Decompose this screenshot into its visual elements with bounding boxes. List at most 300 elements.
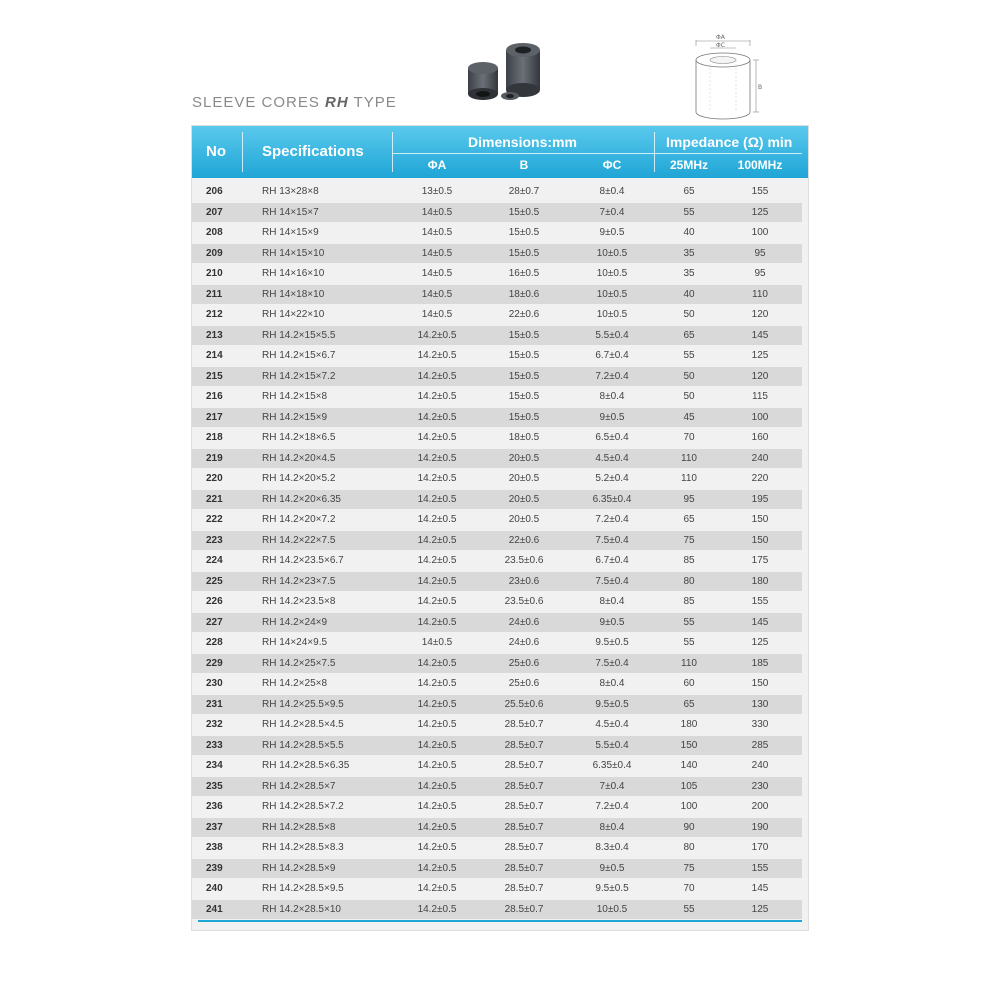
cell-imp-25mhz: 140 xyxy=(680,760,698,771)
divider xyxy=(392,153,802,154)
cell-dia-a: 14.2±0.5 xyxy=(417,432,457,443)
cell-length-b: 16±0.5 xyxy=(508,268,540,279)
header-dimensions: Dimensions:mm xyxy=(468,134,577,150)
cell-dia-a: 14.2±0.5 xyxy=(417,493,457,505)
cell-dia-c: 9.5±0.5 xyxy=(595,698,629,710)
cell-spec: RH 14.2×25×8 xyxy=(262,678,328,689)
cell-dia-a: 14.2±0.5 xyxy=(417,760,457,771)
cell-imp-100mhz: 190 xyxy=(751,821,769,833)
cell-imp-100mhz: 195 xyxy=(751,493,769,505)
drawing-label-c: ΦC xyxy=(716,42,725,49)
cell-imp-100mhz: 330 xyxy=(751,719,769,730)
cell-imp-100mhz: 155 xyxy=(751,186,769,197)
cell-length-b: 28.5±0.7 xyxy=(504,780,544,792)
cell-imp-100mhz: 125 xyxy=(751,206,769,218)
cell-no: 222 xyxy=(206,514,223,525)
cell-spec: RH 13×28×8 xyxy=(262,186,319,197)
cell-dia-c: 10±0.5 xyxy=(596,288,628,300)
cell-no: 232 xyxy=(206,719,223,730)
cell-no: 238 xyxy=(206,842,223,853)
cell-no: 223 xyxy=(206,534,223,546)
cell-dia-c: 4.5±0.4 xyxy=(595,719,629,730)
table-row xyxy=(192,654,808,675)
cell-no: 213 xyxy=(206,329,223,341)
cell-imp-100mhz: 125 xyxy=(751,350,769,361)
cell-no: 227 xyxy=(206,616,223,628)
cell-spec: RH 14.2×28.5×5.5 xyxy=(262,739,344,751)
header-col-a: ΦA xyxy=(427,158,447,172)
cell-dia-a: 14.2±0.5 xyxy=(417,739,457,751)
cell-dia-c: 6.35±0.4 xyxy=(592,760,632,771)
cell-dia-a: 14.2±0.5 xyxy=(417,801,457,812)
table-row xyxy=(192,879,808,900)
cell-imp-25mhz: 75 xyxy=(683,862,695,874)
cell-dia-a: 14.2±0.5 xyxy=(417,555,457,566)
cell-no: 231 xyxy=(206,698,223,710)
cell-imp-100mhz: 110 xyxy=(752,288,768,300)
table-row xyxy=(192,305,808,326)
table-row xyxy=(192,510,808,531)
table-row xyxy=(192,715,808,736)
cell-length-b: 28.5±0.7 xyxy=(504,883,544,894)
cell-length-b: 28.5±0.7 xyxy=(504,719,544,730)
cell-imp-100mhz: 155 xyxy=(751,862,769,874)
cell-dia-c: 7.5±0.4 xyxy=(595,575,629,587)
cell-imp-25mhz: 180 xyxy=(680,719,698,730)
cell-length-b: 22±0.6 xyxy=(508,534,540,546)
cell-dia-c: 5.5±0.4 xyxy=(595,739,629,751)
cell-dia-c: 7±0.4 xyxy=(599,780,625,792)
cell-imp-25mhz: 80 xyxy=(683,842,695,853)
table-row xyxy=(192,900,808,921)
table-row xyxy=(192,346,808,367)
divider xyxy=(242,132,243,172)
table-row xyxy=(192,572,808,593)
table-row xyxy=(192,203,808,224)
table-row xyxy=(192,469,808,490)
cell-imp-25mhz: 60 xyxy=(683,678,695,689)
cell-no: 209 xyxy=(206,247,223,259)
cell-no: 224 xyxy=(206,555,223,566)
cell-no: 221 xyxy=(206,493,223,505)
cell-length-b: 23±0.6 xyxy=(508,575,540,587)
cell-imp-100mhz: 150 xyxy=(751,678,769,689)
cell-dia-a: 14.2±0.5 xyxy=(417,452,457,464)
cell-no: 211 xyxy=(206,288,223,300)
cell-spec: RH 14.2×28.5×8.3 xyxy=(262,842,344,853)
cell-dia-c: 8±0.4 xyxy=(599,596,625,607)
cell-dia-a: 14.2±0.5 xyxy=(417,514,457,525)
table-row xyxy=(192,797,808,818)
cell-dia-c: 7.5±0.4 xyxy=(595,657,629,669)
cell-imp-25mhz: 65 xyxy=(683,698,695,710)
cell-imp-100mhz: 130 xyxy=(751,698,769,710)
cell-no: 206 xyxy=(206,186,223,197)
cell-dia-c: 9±0.5 xyxy=(599,616,625,628)
cell-length-b: 28.5±0.7 xyxy=(504,739,544,751)
cell-imp-25mhz: 55 xyxy=(683,637,695,648)
table-row xyxy=(192,244,808,265)
cell-dia-c: 10±0.5 xyxy=(596,309,628,320)
cell-imp-100mhz: 155 xyxy=(751,596,769,607)
cell-length-b: 15±0.5 xyxy=(508,411,540,423)
cell-dia-a: 14±0.5 xyxy=(421,637,453,648)
cell-dia-a: 14.2±0.5 xyxy=(417,903,457,915)
cell-imp-25mhz: 80 xyxy=(683,575,695,587)
cell-dia-c: 9±0.5 xyxy=(599,227,625,238)
cell-spec: RH 14.2×25×7.5 xyxy=(262,657,336,669)
cell-dia-c: 8±0.4 xyxy=(599,678,625,689)
cell-length-b: 25.5±0.6 xyxy=(504,698,544,710)
cell-dia-c: 7.2±0.4 xyxy=(595,801,629,812)
cell-imp-25mhz: 70 xyxy=(683,883,695,894)
cell-no: 207 xyxy=(206,206,223,218)
cell-no: 237 xyxy=(206,821,223,833)
cell-length-b: 15±0.5 xyxy=(508,247,540,259)
cell-length-b: 15±0.5 xyxy=(508,329,540,341)
header-col-25mhz: 25MHz xyxy=(669,158,708,172)
table-row xyxy=(192,326,808,347)
cell-spec: RH 14.2×18×6.5 xyxy=(262,432,336,443)
cell-length-b: 23.5±0.6 xyxy=(504,555,544,566)
cell-imp-25mhz: 85 xyxy=(683,555,695,566)
cell-imp-100mhz: 115 xyxy=(752,391,768,402)
title-model: RH xyxy=(325,94,349,111)
cell-imp-100mhz: 125 xyxy=(751,903,769,915)
table-row xyxy=(192,756,808,777)
cell-length-b: 24±0.6 xyxy=(508,637,540,648)
cell-length-b: 15±0.5 xyxy=(508,227,540,238)
table-row xyxy=(192,838,808,859)
cell-dia-a: 14.2±0.5 xyxy=(417,616,457,628)
table-bottom-rule xyxy=(198,920,802,922)
cell-imp-100mhz: 220 xyxy=(751,473,769,484)
table-row xyxy=(192,695,808,716)
cell-imp-25mhz: 50 xyxy=(683,309,695,320)
cell-spec: RH 14.2×28.5×4.5 xyxy=(262,719,344,730)
cell-length-b: 25±0.6 xyxy=(508,678,540,689)
cell-spec: RH 14×22×10 xyxy=(262,309,325,320)
cell-imp-25mhz: 90 xyxy=(683,821,695,833)
cell-length-b: 23.5±0.6 xyxy=(504,596,544,607)
cell-spec: RH 14.2×28.5×6.35 xyxy=(262,760,350,771)
cell-spec: RH 14.2×15×7.2 xyxy=(262,370,336,382)
cell-dia-a: 14.2±0.5 xyxy=(417,473,457,484)
cell-imp-25mhz: 45 xyxy=(683,411,695,423)
table-row xyxy=(192,285,808,306)
cell-length-b: 28.5±0.7 xyxy=(504,903,544,915)
cell-imp-100mhz: 95 xyxy=(754,268,766,279)
cell-length-b: 20±0.5 xyxy=(508,452,540,464)
cell-spec: RH 14.2×28.5×8 xyxy=(262,821,336,833)
cell-imp-25mhz: 110 xyxy=(681,473,697,484)
cell-spec: RH 14.2×20×7.2 xyxy=(262,514,336,525)
cell-dia-a: 14.2±0.5 xyxy=(417,350,457,361)
cell-dia-c: 10±0.5 xyxy=(596,247,628,259)
cell-spec: RH 14×15×7 xyxy=(262,206,319,218)
cell-dia-c: 7.2±0.4 xyxy=(595,514,629,525)
cell-dia-c: 6.7±0.4 xyxy=(595,555,629,566)
cell-dia-a: 14.2±0.5 xyxy=(417,883,457,894)
cell-length-b: 15±0.5 xyxy=(508,206,540,218)
cell-dia-c: 7.5±0.4 xyxy=(595,534,629,546)
cell-imp-25mhz: 100 xyxy=(680,801,698,812)
cell-dia-a: 14.2±0.5 xyxy=(417,411,457,423)
cell-length-b: 15±0.5 xyxy=(508,350,540,361)
cell-dia-a: 14.2±0.5 xyxy=(417,657,457,669)
cell-imp-100mhz: 170 xyxy=(751,842,769,853)
cell-dia-c: 6.5±0.4 xyxy=(595,432,629,443)
table-header xyxy=(192,126,808,178)
cell-dia-a: 14.2±0.5 xyxy=(417,391,457,402)
cell-imp-25mhz: 50 xyxy=(683,391,695,402)
cell-dia-a: 14.2±0.5 xyxy=(417,719,457,730)
cell-spec: RH 14×15×10 xyxy=(262,247,325,259)
cell-dia-a: 14.2±0.5 xyxy=(417,821,457,833)
table-row xyxy=(192,674,808,695)
cell-no: 236 xyxy=(206,801,223,812)
cell-no: 241 xyxy=(206,903,223,915)
cell-no: 214 xyxy=(206,350,223,361)
cell-imp-100mhz: 145 xyxy=(751,883,769,894)
cell-length-b: 15±0.5 xyxy=(508,370,540,382)
cell-dia-a: 14±0.5 xyxy=(421,227,453,238)
cell-dia-a: 14.2±0.5 xyxy=(417,780,457,792)
table-body xyxy=(192,182,808,920)
cell-length-b: 28.5±0.7 xyxy=(504,821,544,833)
cell-imp-100mhz: 145 xyxy=(751,329,769,341)
cell-no: 225 xyxy=(206,575,223,587)
cell-imp-25mhz: 35 xyxy=(683,247,695,259)
drawing-label-a: ΦA xyxy=(716,34,725,41)
header-specifications: Specifications xyxy=(262,143,364,160)
cell-spec: RH 14.2×20×4.5 xyxy=(262,452,336,464)
cell-no: 230 xyxy=(206,678,223,689)
cell-spec: RH 14.2×28.5×10 xyxy=(262,903,341,915)
cell-length-b: 22±0.6 xyxy=(508,309,540,320)
page-title xyxy=(192,94,397,111)
cell-dia-c: 7±0.4 xyxy=(599,206,625,218)
cell-imp-25mhz: 85 xyxy=(683,596,695,607)
cell-imp-100mhz: 150 xyxy=(751,514,769,525)
cell-dia-c: 8.3±0.4 xyxy=(595,842,629,853)
title-suffix: TYPE xyxy=(348,94,397,111)
cell-dia-a: 14.2±0.5 xyxy=(417,678,457,689)
cell-no: 234 xyxy=(206,760,223,771)
cell-imp-100mhz: 100 xyxy=(751,411,769,423)
table-row xyxy=(192,592,808,613)
cell-length-b: 28±0.7 xyxy=(508,186,540,197)
cell-no: 216 xyxy=(206,391,223,402)
cell-imp-25mhz: 55 xyxy=(683,206,695,218)
cell-imp-100mhz: 285 xyxy=(751,739,769,751)
cell-imp-100mhz: 150 xyxy=(751,534,769,546)
table-row xyxy=(192,818,808,839)
cell-no: 226 xyxy=(206,596,223,607)
cell-spec: RH 14.2×15×5.5 xyxy=(262,329,336,341)
cell-spec: RH 14.2×15×6.7 xyxy=(262,350,336,361)
cell-imp-100mhz: 120 xyxy=(751,370,769,382)
cell-no: 215 xyxy=(206,370,223,382)
header-col-100mhz: 100MHz xyxy=(737,158,783,172)
cell-no: 219 xyxy=(206,452,223,464)
cell-length-b: 24±0.6 xyxy=(508,616,540,628)
cell-dia-c: 7.2±0.4 xyxy=(595,370,629,382)
title-prefix: SLEEVE CORES xyxy=(192,94,326,111)
cell-dia-c: 10±0.5 xyxy=(596,903,628,915)
cell-imp-100mhz: 120 xyxy=(751,309,769,320)
cell-dia-a: 14±0.5 xyxy=(421,288,453,300)
cell-dia-a: 13±0.5 xyxy=(421,186,453,197)
cell-dia-c: 5.2±0.4 xyxy=(595,473,629,484)
cell-imp-25mhz: 50 xyxy=(683,370,695,382)
cell-spec: RH 14.2×25.5×9.5 xyxy=(262,698,344,710)
cell-dia-c: 9±0.5 xyxy=(599,862,625,874)
cell-length-b: 28.5±0.7 xyxy=(504,842,544,853)
cell-imp-100mhz: 230 xyxy=(751,780,769,792)
spec-table xyxy=(191,125,809,931)
cell-imp-100mhz: 185 xyxy=(751,657,769,669)
cell-dia-c: 9±0.5 xyxy=(599,411,625,423)
cell-imp-25mhz: 75 xyxy=(683,534,695,546)
cell-spec: RH 14.2×23.5×6.7 xyxy=(262,555,344,566)
cell-spec: RH 14×15×9 xyxy=(262,227,319,238)
cell-imp-100mhz: 160 xyxy=(751,432,769,443)
cell-spec: RH 14.2×23×7.5 xyxy=(262,575,336,587)
cell-no: 228 xyxy=(206,637,223,648)
header-col-b: B xyxy=(519,158,529,172)
cell-imp-25mhz: 150 xyxy=(680,739,698,751)
cell-spec: RH 14.2×24×9 xyxy=(262,616,328,628)
cell-length-b: 20±0.5 xyxy=(508,473,540,484)
cell-dia-c: 8±0.4 xyxy=(599,186,625,197)
cell-dia-a: 14.2±0.5 xyxy=(417,534,457,546)
cell-no: 233 xyxy=(206,739,223,751)
header-no: No xyxy=(206,143,226,160)
cell-spec: RH 14.2×20×6.35 xyxy=(262,493,341,505)
cell-dia-c: 9.5±0.5 xyxy=(595,883,629,894)
cell-imp-25mhz: 65 xyxy=(683,514,695,525)
cell-imp-25mhz: 70 xyxy=(683,432,695,443)
cell-imp-25mhz: 65 xyxy=(683,329,695,341)
cell-spec: RH 14×24×9.5 xyxy=(262,637,328,648)
cell-dia-a: 14.2±0.5 xyxy=(417,575,457,587)
cell-dia-a: 14.2±0.5 xyxy=(417,596,457,607)
cell-dia-a: 14±0.5 xyxy=(421,247,453,259)
table-row xyxy=(192,633,808,654)
table-row xyxy=(192,428,808,449)
cell-length-b: 18±0.6 xyxy=(508,288,540,300)
cell-no: 220 xyxy=(206,473,223,484)
cell-imp-100mhz: 145 xyxy=(751,616,769,628)
cell-no: 229 xyxy=(206,657,223,669)
cell-imp-100mhz: 180 xyxy=(751,575,769,587)
table-row xyxy=(192,736,808,757)
cell-no: 217 xyxy=(206,411,223,423)
cell-dia-a: 14.2±0.5 xyxy=(417,329,457,341)
cell-spec: RH 14×16×10 xyxy=(262,268,325,279)
cell-spec: RH 14.2×15×8 xyxy=(262,391,328,402)
cell-imp-25mhz: 110 xyxy=(681,452,697,464)
dimension-drawing xyxy=(688,30,768,128)
cell-imp-25mhz: 55 xyxy=(683,350,695,361)
cell-dia-a: 14.2±0.5 xyxy=(417,698,457,710)
table-row xyxy=(192,531,808,552)
cell-length-b: 28.5±0.7 xyxy=(504,862,544,874)
cell-spec: RH 14×18×10 xyxy=(262,288,325,300)
cell-imp-25mhz: 105 xyxy=(680,780,698,792)
cell-no: 208 xyxy=(206,227,223,238)
cell-spec: RH 14.2×28.5×9.5 xyxy=(262,883,344,894)
cell-dia-c: 8±0.4 xyxy=(599,821,625,833)
cell-no: 218 xyxy=(206,432,223,443)
cell-dia-c: 9.5±0.5 xyxy=(595,637,629,648)
cell-length-b: 28.5±0.7 xyxy=(504,760,544,771)
cell-spec: RH 14.2×15×9 xyxy=(262,411,328,423)
cell-imp-100mhz: 125 xyxy=(751,637,769,648)
cell-length-b: 28.5±0.7 xyxy=(504,801,544,812)
table-row xyxy=(192,387,808,408)
cell-dia-c: 10±0.5 xyxy=(596,268,628,279)
cell-dia-a: 14±0.5 xyxy=(421,268,453,279)
cell-spec: RH 14.2×23.5×8 xyxy=(262,596,336,607)
cell-imp-25mhz: 65 xyxy=(683,186,695,197)
table-row xyxy=(192,223,808,244)
cell-spec: RH 14.2×22×7.5 xyxy=(262,534,336,546)
header-impedance: Impedance (Ω) min xyxy=(666,134,793,150)
cell-imp-100mhz: 175 xyxy=(751,555,769,566)
cell-imp-25mhz: 35 xyxy=(683,268,695,279)
table-row xyxy=(192,777,808,798)
table-row xyxy=(192,367,808,388)
table-row xyxy=(192,551,808,572)
cell-dia-c: 8±0.4 xyxy=(599,391,625,402)
cell-dia-c: 6.35±0.4 xyxy=(592,493,632,505)
cell-length-b: 20±0.5 xyxy=(508,493,540,505)
cell-no: 239 xyxy=(206,862,223,874)
cell-no: 212 xyxy=(206,309,223,320)
cell-spec: RH 14.2×28.5×9 xyxy=(262,862,336,874)
table-row xyxy=(192,264,808,285)
cell-spec: RH 14.2×28.5×7.2 xyxy=(262,801,344,812)
cell-spec: RH 14.2×20×5.2 xyxy=(262,473,336,484)
cell-no: 210 xyxy=(206,268,223,279)
cell-imp-100mhz: 95 xyxy=(754,247,766,259)
cell-imp-100mhz: 240 xyxy=(751,760,769,771)
cell-length-b: 20±0.5 xyxy=(508,514,540,525)
drawing-label-b: B xyxy=(758,84,763,91)
cell-length-b: 18±0.5 xyxy=(508,432,540,443)
cell-no: 235 xyxy=(206,780,223,792)
cell-dia-a: 14±0.5 xyxy=(421,206,453,218)
cell-no: 240 xyxy=(206,883,223,894)
cell-dia-a: 14.2±0.5 xyxy=(417,370,457,382)
cell-imp-100mhz: 240 xyxy=(751,452,769,464)
cell-imp-25mhz: 110 xyxy=(681,657,697,669)
cell-imp-100mhz: 200 xyxy=(751,801,769,812)
cell-dia-c: 4.5±0.4 xyxy=(595,452,629,464)
header-col-c: ΦC xyxy=(602,158,622,172)
table-row xyxy=(192,490,808,511)
cell-imp-25mhz: 40 xyxy=(683,227,695,238)
cell-dia-c: 5.5±0.4 xyxy=(595,329,629,341)
cell-spec: RH 14.2×28.5×7 xyxy=(262,780,336,792)
cell-imp-25mhz: 55 xyxy=(683,616,695,628)
table-row xyxy=(192,182,808,203)
cell-length-b: 15±0.5 xyxy=(508,391,540,402)
cell-dia-c: 6.7±0.4 xyxy=(595,350,629,361)
table-row xyxy=(192,408,808,429)
